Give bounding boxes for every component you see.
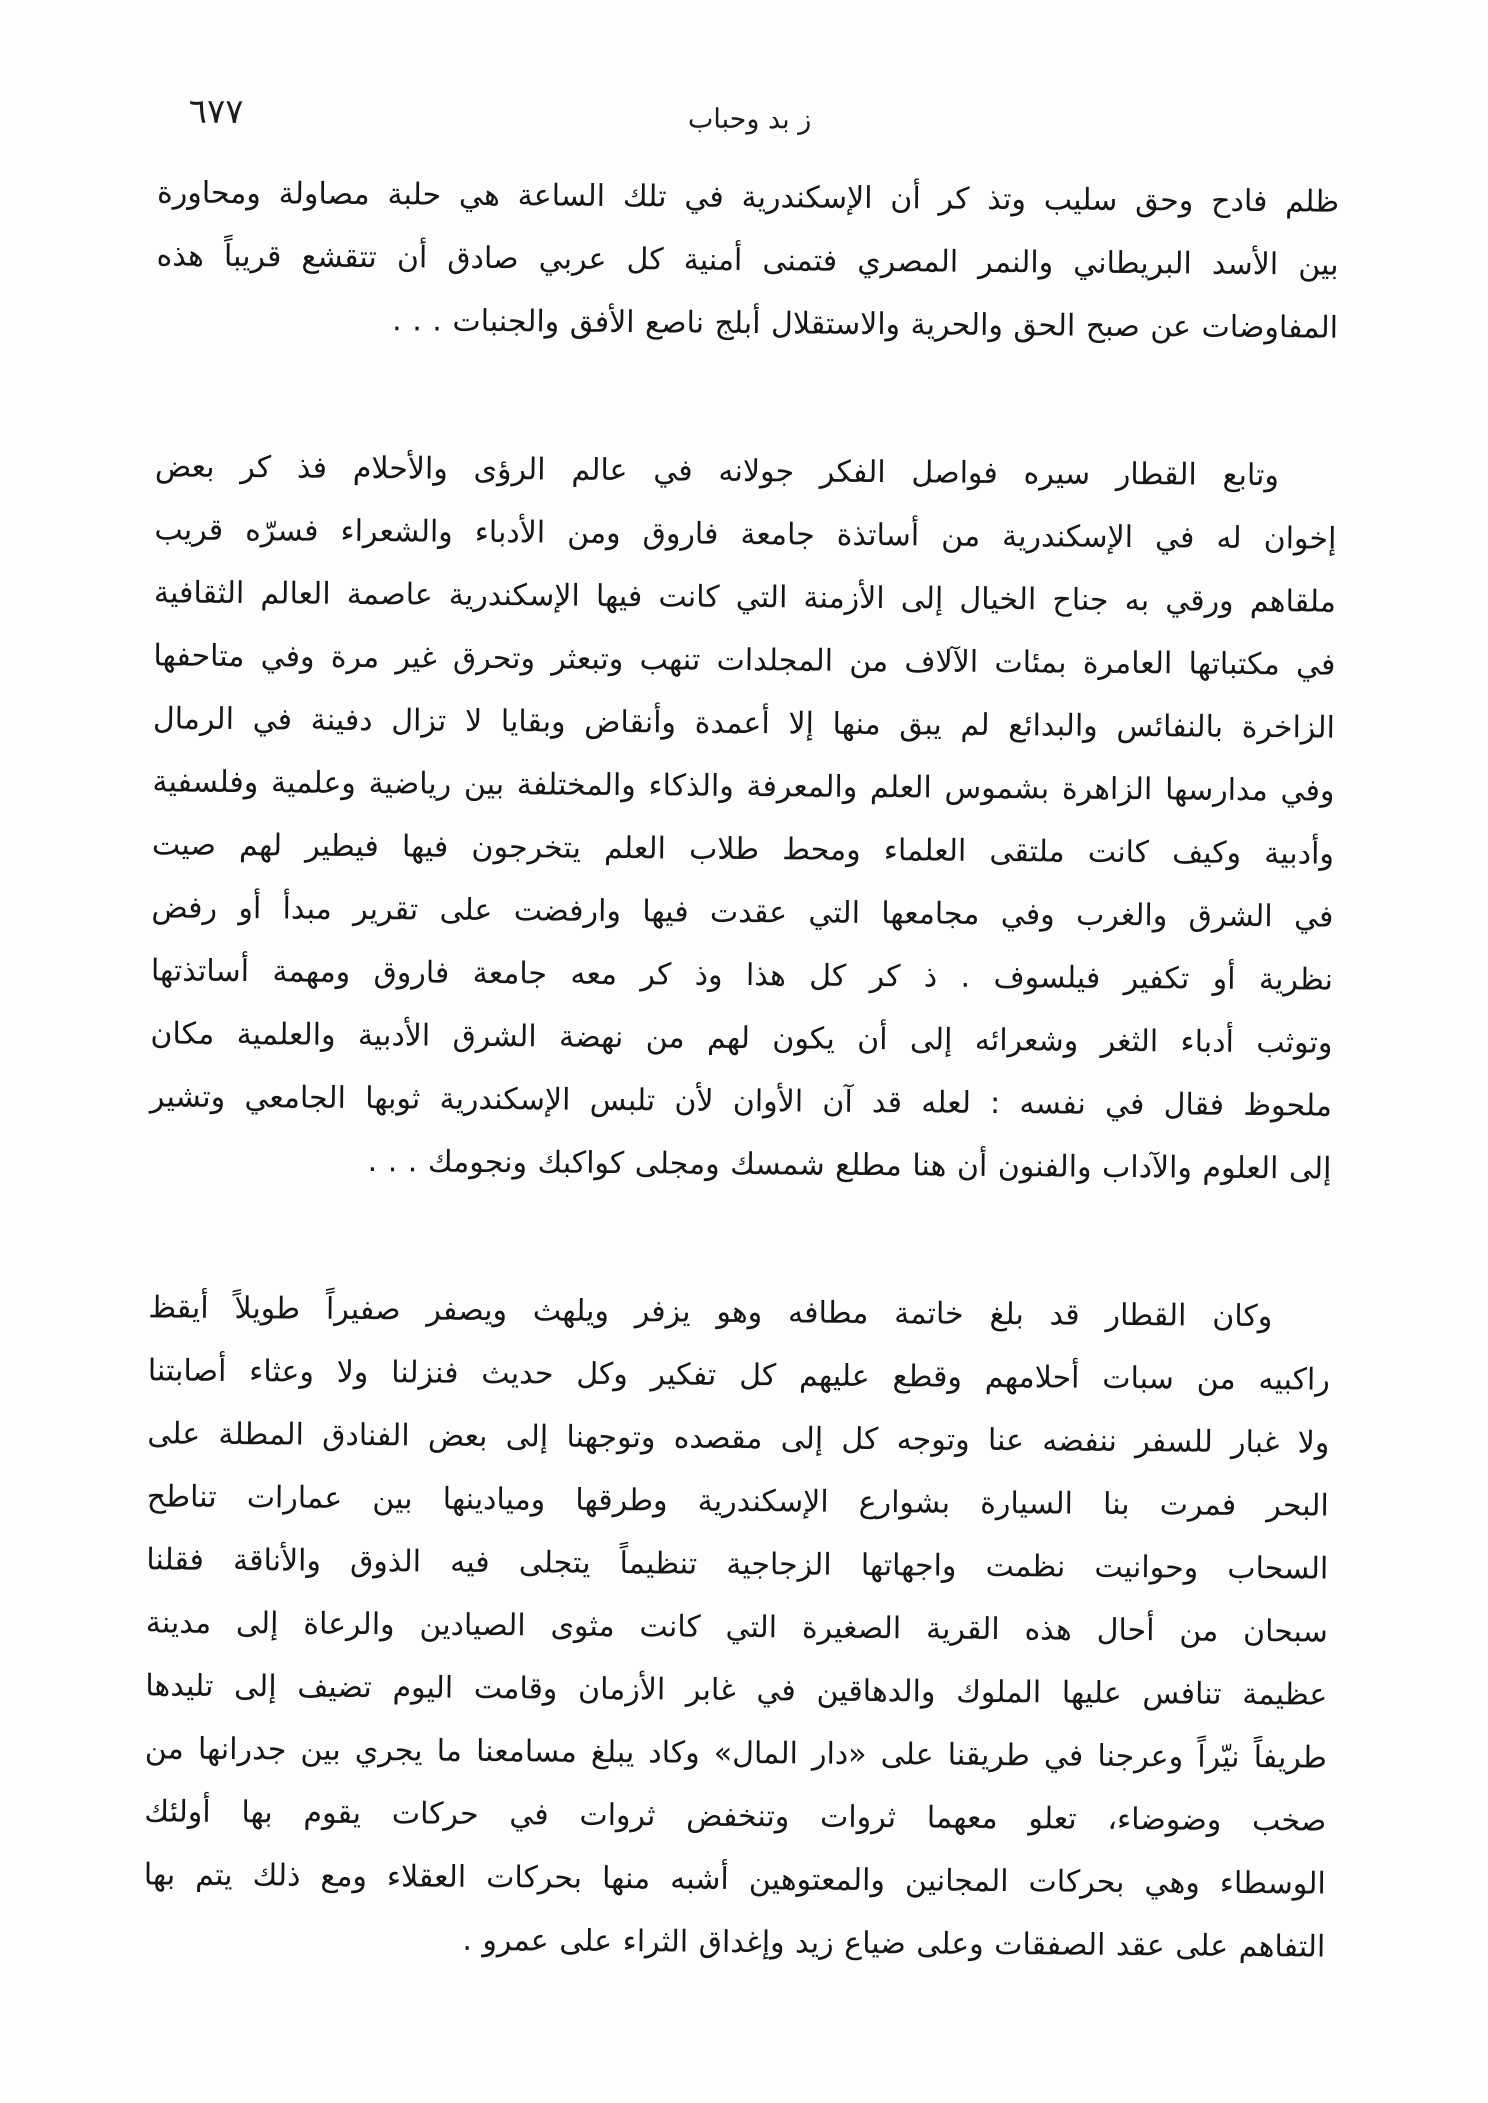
text-line: صخب وضوضاء، تعلو معهما ثروات وتنخفض ثروات في حركات يقوم بها أولئك <box>144 1794 1327 1839</box>
text-line: في مكتباتها العامرة بمئات الآلاف من المجلدات تنهب وتبعثر وتحرق غير مرة وفي متاحفها <box>153 638 1336 683</box>
text-line: طريفاً نيّراً وعرجنا في طريقنا على «دار المال» وكاد يبلغ مسامعنا ما يجري بين جدرانها من <box>144 1731 1327 1776</box>
text-line: وأدبية وكيف كانت ملتقى العلماء ومحط طلاب العلم يتخرجون فيها فيطير لهم صيت <box>151 827 1335 872</box>
text-line: سبحان من أحال هذه القرية الصغيرة التي كانت مثوى الصيادين والرعاة إلى مدينة <box>145 1605 1328 1650</box>
text-line: بين الأسد البريطاني والنمر المصري فتمنى أمنية كل عربي صادق أن تتقشع قريباً هذه <box>156 238 1339 283</box>
text-line: البحر فمرت بنا السيارة بشوارع الإسكندرية وطرقها وميادينها بين عمارات تناطح <box>146 1479 1329 1524</box>
paragraph <box>149 435 1337 1200</box>
page-title: ز بد وحباب <box>687 103 812 136</box>
paragraph <box>156 161 1339 359</box>
text-line: إخوان له في الإسكندرية من أساتذة جامعة فاروق ومن الأدباء والشعراء فسرّه قريب <box>154 512 1337 557</box>
text-line: ظلم فادح وحق سليب وتذ كر أن الإسكندرية في تلك الساعة هي حلبة مصاولة ومحاورة <box>156 175 1340 220</box>
text-line: ملحوظ فقال في نفسه : لعله قد آن الأوان لأن تلبس الإسكندرية ثوبها الجامعي وتشير <box>149 1079 1333 1124</box>
text-line: الوسطاء وهي بحركات المجانين والمعتوهين أشبه منها بحركات العقلاء ومع ذلك يتم بها <box>143 1857 1326 1902</box>
text-line: الزاخرة بالنفائس والبدائع لم يبق منها إلا أعمدة وأنقاض وبقايا لا تزال دفينة في الرمال <box>152 701 1336 746</box>
text-line: عظيمة تنافس عليها الملوك والدهاقين في غابر الأزمان وقامت اليوم تضيف إلى تليدها <box>145 1668 1328 1713</box>
text-line: ولا غبار للسفر ننفضه عنا وتوجه كل إلى مقصده وتوجهنا إلى بعض الفنادق المطلة على <box>147 1416 1330 1461</box>
text-line: إلى العلوم والآداب والفنون أن هنا مطلع شمسك ومجلى كواكبك ونجومك . . . <box>367 1144 1332 1187</box>
text-line: وتابع القطار سيره فواصل الفكر جولانه في عالم الرؤى والأحلام فذ كر بعض <box>154 449 1280 494</box>
text-line: المفاوضات عن صبح الحق والحرية والاستقلال أبلج ناصع الأفق والجنبات . . . <box>392 303 1339 346</box>
page-number: ٦٧٧ <box>188 91 244 133</box>
body-text-block <box>143 161 1339 1978</box>
paragraph <box>143 1276 1330 1978</box>
text-line: وتوثب أدباء الثغر وشعرائه إلى أن يكون لهم من نهضة الشرق الأدبية والعلمية مكان <box>150 1016 1333 1061</box>
text-line: في الشرق والغرب وفي مجامعها التي عقدت فيها وارفضت على تقرير مبدأ أو رفض <box>151 890 1334 935</box>
text-line: راكبيه من سبات أحلامهم وقطع عليهم كل تفكير وكل حديث فنزلنا ولا وعثاء أصابتنا <box>147 1353 1330 1398</box>
text-line: وكان القطار قد بلغ خاتمة مطافه وهو يزفر ويلهث ويصفر صفيراً طويلاً أيقظ <box>148 1290 1273 1335</box>
text-line: ملقاهم ورقي به جناح الخيال إلى الأزمنة التي كانت فيها الإسكندرية عاصمة العالم الثقافية <box>153 575 1337 620</box>
text-line: السحاب وحوانيت نظمت واجهاتها الزجاجية تنظيماً يتجلى فيه الذوق والأناقة فقلنا <box>146 1542 1329 1587</box>
text-line: نظرية أو تكفير فيلسوف . ذ كر كل هذا وذ كر معه جامعة فاروق ومهمة أساتذتها <box>150 953 1334 998</box>
text-line: التفاهم على عقد الصفقات وعلى ضياع زيد وإغداق الثراء على عمرو . <box>462 1922 1326 1965</box>
text-line: وفي مدارسها الزاهرة بشموس العلم والمعرفة والذكاء والمختلفة بين رياضية وعلمية وفلسفية <box>152 764 1335 809</box>
